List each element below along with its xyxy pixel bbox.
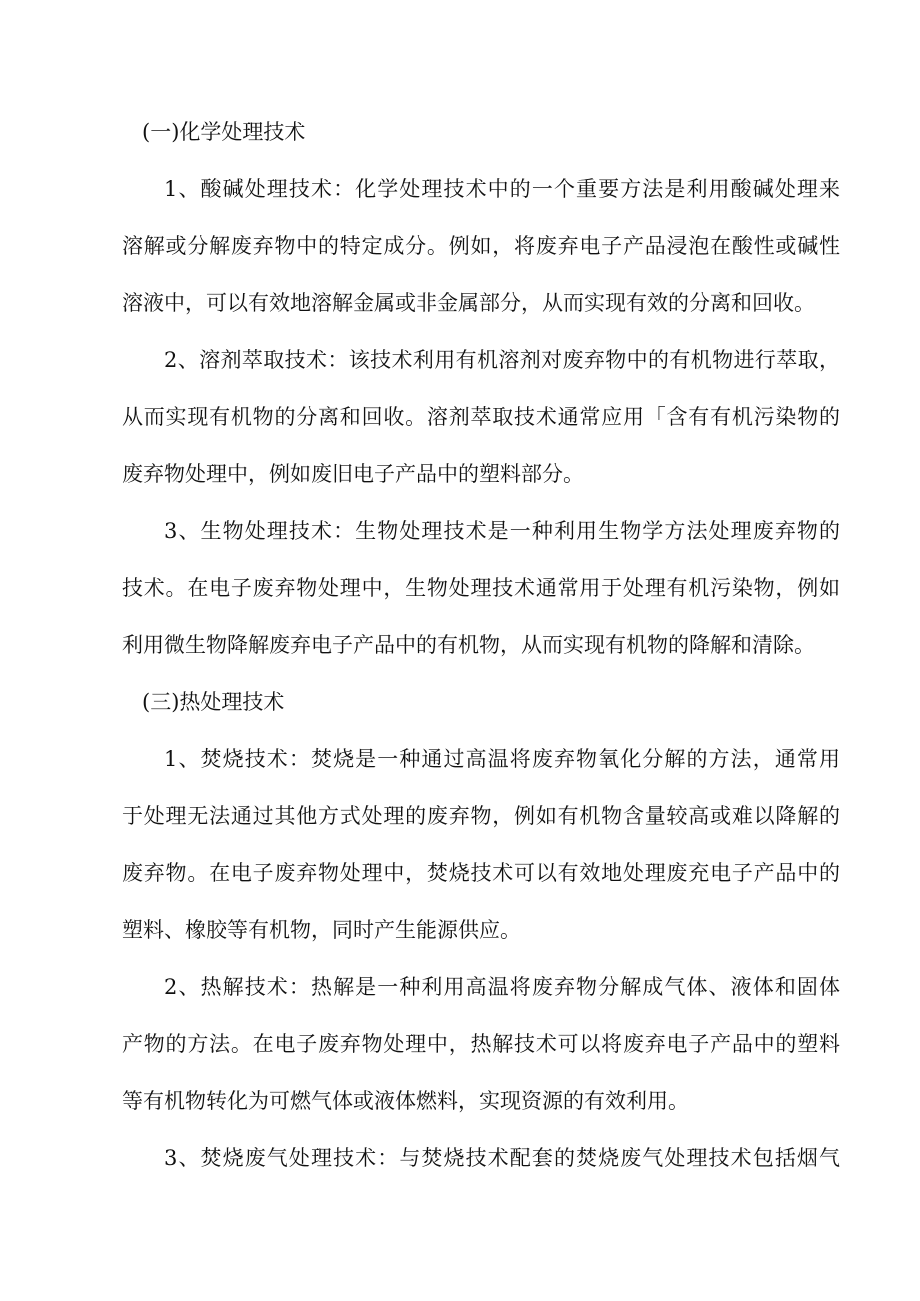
paragraph-flue-gas bbox=[80, 1130, 840, 1187]
document-page bbox=[80, 104, 840, 1187]
paragraph-line: 1、酸碱处理技术：化学处理技术中的一个重要方法是利用酸碱处理来 bbox=[164, 177, 840, 201]
paragraph-line: 3、生物处理技术：生物处理技术是一种利用生物学方法处理废弃物的 bbox=[164, 519, 840, 543]
paragraph-line: 于处理无法通过其他方式处理的废弃物，例如有机物含量较高或难以降解的 bbox=[122, 804, 840, 828]
paragraph-line: 废弃物处理中，例如废旧电子产品中的塑料部分。 bbox=[122, 462, 584, 486]
paragraph-line: 技术。在电子废弃物处理中，生物处理技术通常用于处理有机污染物，例如 bbox=[122, 576, 840, 600]
section-heading-chemical: (一)化学处理技术 bbox=[142, 120, 306, 144]
paragraph-line: 塑料、橡胶等有机物，同时产生能源供应。 bbox=[122, 918, 521, 942]
paragraph-solvent-extraction bbox=[80, 332, 840, 503]
paragraph-line: 废弃物。在电子废弃物处理中，焚烧技术可以有效地处理废充电子产品中的 bbox=[122, 861, 840, 885]
paragraph-line: 溶解或分解废弃物中的特定成分。例如，将废弃电子产品浸泡在酸性或碱性 bbox=[122, 234, 840, 258]
paragraph-line: 利用微生物降解废弃电子产品中的有机物，从而实现有机物的降解和清除。 bbox=[122, 633, 815, 657]
section-heading-thermal: (三)热处理技术 bbox=[142, 690, 285, 714]
paragraph-line: 溶液中，可以有效地溶解金属或非金属部分，从而实现有效的分离和回收。 bbox=[122, 291, 815, 315]
paragraph-line: 产物的方法。在电子废弃物处理中，热解技术可以将废弃电子产品中的塑料 bbox=[122, 1032, 840, 1056]
paragraph-line: 3、焚烧废气处理技术：与焚烧技术配套的焚烧废气处理技术包括烟气 bbox=[164, 1146, 840, 1170]
paragraph-acid-base bbox=[80, 161, 840, 332]
paragraph-biological bbox=[80, 503, 840, 674]
paragraph-pyrolysis bbox=[80, 959, 840, 1130]
paragraph-line: 1、焚烧技术：焚烧是一种通过高温将废弃物氧化分解的方法，通常用 bbox=[164, 747, 840, 771]
paragraph-line: 等有机物转化为可燃气体或液体燃料，实现资源的有效利用。 bbox=[122, 1089, 689, 1113]
paragraph-line: 2、溶剂萃取技术：该技术利用有机溶剂对废弃物中的有机物进行萃取， bbox=[164, 348, 840, 372]
paragraph-line: 2、热解技术：热解是一种利用高温将废弃物分解成气体、液体和固体 bbox=[164, 975, 840, 999]
paragraph-line: 从而实现有机物的分离和回收。溶剂萃取技术通常应用「含有有机污染物的 bbox=[122, 405, 840, 429]
paragraph-incineration bbox=[80, 731, 840, 959]
